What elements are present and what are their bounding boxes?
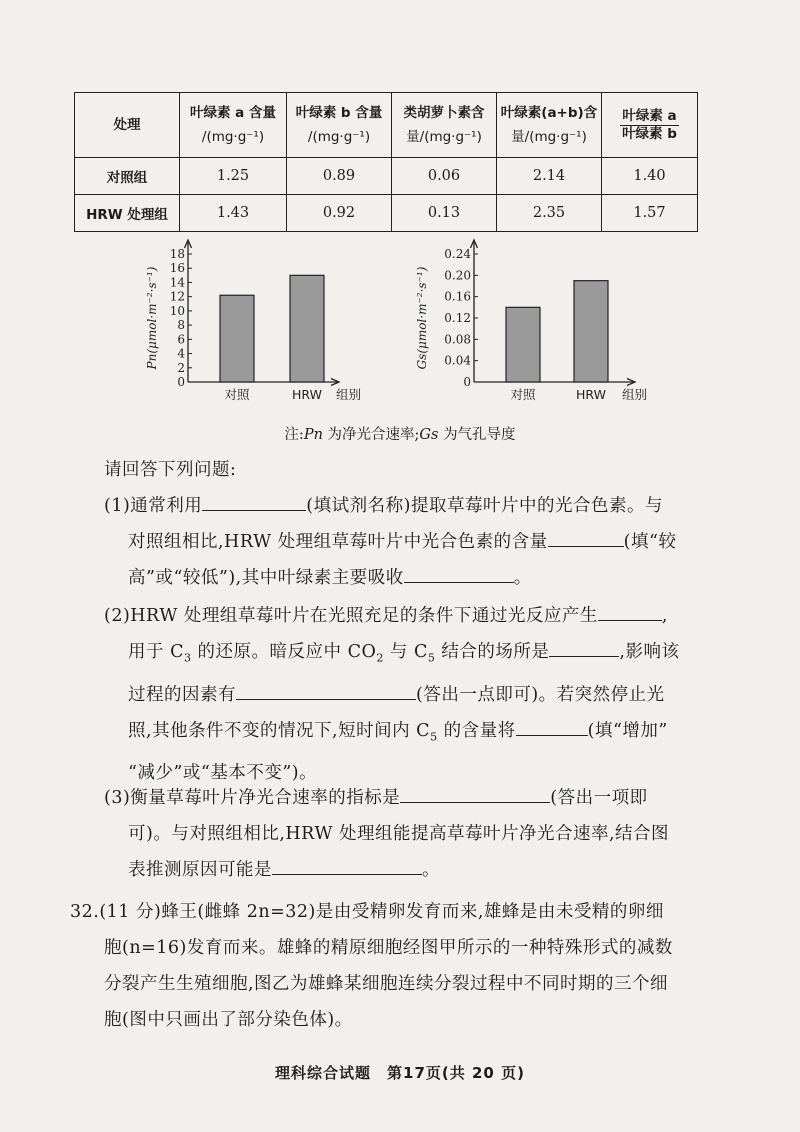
header-chl-a: 叶绿素 a 含量 /(mg·g⁻¹): [180, 93, 287, 158]
row-label: HRW 处理组: [75, 195, 180, 232]
y-tick-label: 16: [169, 261, 185, 276]
y-tick-label: 0.08: [444, 332, 471, 347]
x-axis-label: 组别: [622, 387, 648, 402]
x-category-label: 对照: [224, 387, 250, 402]
header-chl-ab: 叶绿素(a+b)含 量/(mg·g⁻¹): [497, 93, 602, 158]
table-row: [75, 158, 698, 195]
y-tick-label: 0.12: [444, 311, 471, 325]
table-row: [75, 195, 698, 232]
pn-bar-chart: [140, 236, 380, 414]
y-tick-label: 6: [177, 332, 185, 347]
bar-control: [506, 307, 540, 382]
cell-chl-b: 0.92: [287, 195, 392, 232]
chart-note: 注:Pn 为净光合速率;Gs 为气孔导度: [284, 427, 516, 443]
answer-blank[interactable]: [598, 619, 662, 621]
header-treatment: 处理: [75, 93, 180, 158]
answer-blank[interactable]: [548, 545, 624, 547]
cell-carotenoid: 0.06: [392, 158, 497, 195]
answer-blank[interactable]: [516, 734, 588, 736]
cell-chl-ab: 2.35: [497, 195, 602, 232]
question-2: (2)HRW 处理组草莓叶片在光照充足的条件下通过光反应产生 , 用于 $C_3$ 的还原。暗反应中 $CO_2$ 与 $C_5$ 结合的场所是 ,影响该 过程的因素有 (答出一点即可)。若突然停止光 照,其他条件不变的情况下,短时间内 $C_5$ 的含量将 (填“增加” “减少”或“基本不变”)。: [104, 606, 680, 783]
y-tick-label: 0: [463, 375, 471, 389]
cell-ratio: 1.57: [602, 195, 698, 232]
x-category-label: HRW: [292, 387, 322, 402]
y-axis-label: Pn(μmol·m⁻²·s⁻¹): [145, 266, 159, 370]
answer-blank[interactable]: [272, 873, 422, 875]
answer-blank[interactable]: [202, 509, 306, 511]
question-1: (1)通常利用 (填试剂名称)提取草莓叶片中的光合色素。与 对照组相比,HRW 处理组草莓叶片中光合色素的含量 (填“较 高”或“较低”),其中叶绿素主要吸收 。: [104, 496, 677, 588]
y-tick-label: 0.04: [444, 353, 471, 368]
y-tick-label: 0.24: [444, 247, 471, 261]
row-label: 对照组: [75, 158, 180, 195]
question-32: 32.(11 分)蜂王(雌蜂 2n=32)是由受精卵发育而来,雄蜂是由未受精的卵细 胞(n=16)发育而来。雄蜂的精原细胞经图甲所示的一种特殊形式的减数 分裂产生生殖细胞,图乙为雄蜂某细胞连续分裂过程中不同时期的三个细 胞(图中只画出了部分染色体)。: [70, 902, 673, 1030]
bar-hrw: [290, 275, 324, 382]
y-tick-label: 2: [177, 360, 185, 375]
cell-chl-a: 1.25: [180, 158, 287, 195]
y-tick-label: 4: [177, 346, 185, 361]
cell-carotenoid: 0.13: [392, 195, 497, 232]
questions-intro: 请回答下列问题:: [104, 460, 237, 480]
answer-blank[interactable]: [404, 581, 514, 583]
answer-blank[interactable]: [549, 655, 619, 657]
y-tick-label: 18: [169, 247, 185, 261]
y-tick-label: 8: [177, 318, 185, 333]
y-tick-label: 10: [169, 303, 185, 318]
bar-hrw: [574, 281, 608, 382]
header-chl-ratio: $\frac{\text{叶绿素 a}}{\text{叶绿素 b}}$: [602, 93, 698, 158]
y-tick-label: 0.16: [444, 289, 471, 304]
answer-blank[interactable]: [236, 698, 416, 700]
header-carotenoid: 类胡萝卜素含 量/(mg·g⁻¹): [392, 93, 497, 158]
y-axis-label: Gs(μmol·m⁻²·s⁻¹): [415, 266, 429, 370]
question-3: (3)衡量草莓叶片净光合速率的指标是 (答出一项即 可)。与对照组相比,HRW 处理组能提高草莓叶片净光合速率,结合图 表推测原因可能是 。: [104, 788, 670, 880]
cell-chl-b: 0.89: [287, 158, 392, 195]
y-tick-label: 0: [177, 375, 185, 389]
pigment-table: [74, 92, 698, 232]
header-chl-b: 叶绿素 b 含量 /(mg·g⁻¹): [287, 93, 392, 158]
x-axis-label: 组别: [336, 387, 362, 402]
cell-chl-ab: 2.14: [497, 158, 602, 195]
cell-chl-a: 1.43: [180, 195, 287, 232]
y-tick-label: 0.20: [444, 268, 471, 283]
page-footer: 理科综合试题 第17页(共 20 页): [275, 1064, 525, 1082]
bar-control: [220, 295, 254, 382]
table-header-row: [75, 93, 698, 158]
cell-ratio: 1.40: [602, 158, 698, 195]
x-category-label: HRW: [576, 387, 606, 402]
answer-blank[interactable]: [400, 801, 550, 803]
y-tick-label: 12: [169, 289, 185, 304]
gs-bar-chart: [408, 236, 668, 414]
x-category-label: 对照: [510, 387, 536, 402]
y-tick-label: 14: [169, 275, 185, 290]
